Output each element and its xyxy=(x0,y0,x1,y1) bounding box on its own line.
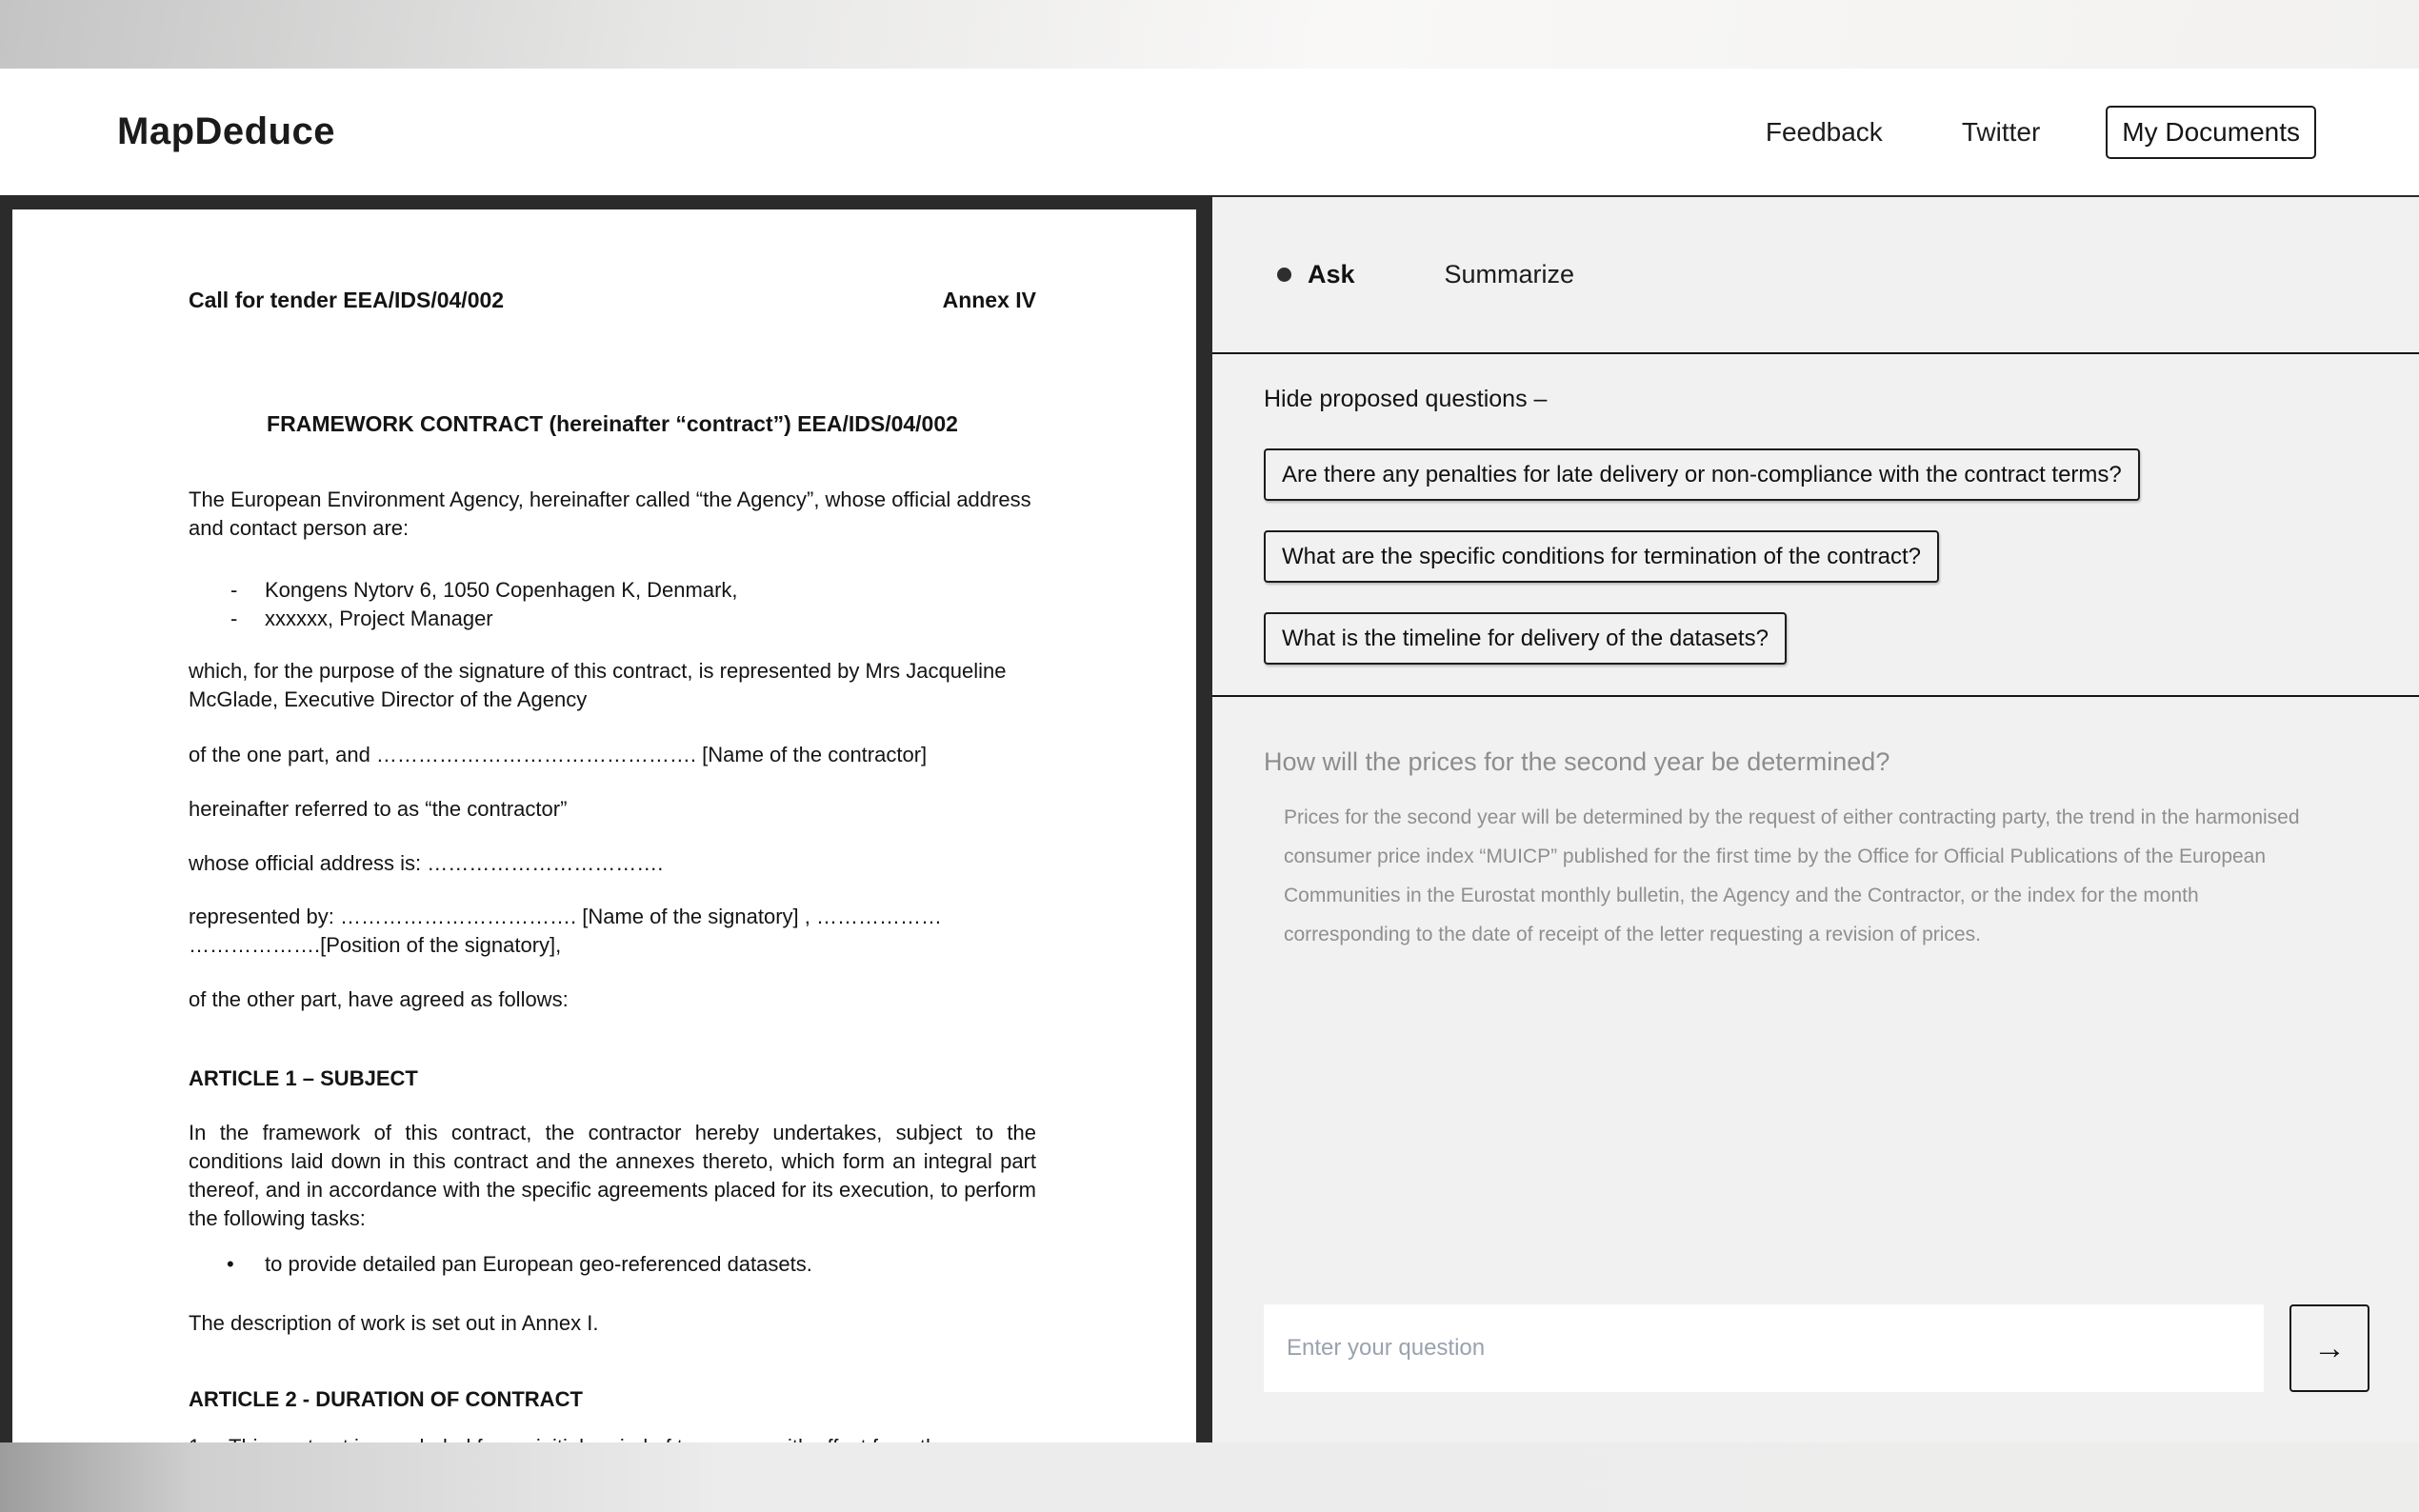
proposed-question-button[interactable]: What are the specific conditions for termination of the contract? xyxy=(1264,530,1939,583)
dash-marker: - xyxy=(230,607,238,630)
tab-summarize[interactable]: Summarize xyxy=(1444,260,1575,288)
document-viewer-frame xyxy=(0,195,1212,1512)
paragraph-article-1-body: In the framework of this contract, the contractor hereby undertakes, subject to the conditions laid down in this contract and the annexes thereto, which form an integral part thereof, and in accordance with the specific agreements placed for its execution, to perform the following tasks: xyxy=(189,1121,1036,1230)
arrow-right-icon: → xyxy=(2313,1329,2346,1366)
submit-question-button[interactable] xyxy=(2289,1304,2369,1392)
list-item xyxy=(230,605,1036,633)
top-nav xyxy=(1766,106,2316,159)
paragraph-description: The description of work is set out in Annex I. xyxy=(189,1311,599,1335)
hide-proposed-questions-toggle[interactable]: Hide proposed questions – xyxy=(1264,386,1548,412)
paragraph-represented-by xyxy=(189,903,1036,960)
bottom-gradient-strip xyxy=(0,1442,2419,1512)
question-input-row xyxy=(1264,1304,2369,1392)
proposed-questions-section xyxy=(1212,354,2419,697)
paragraph-official-address: whose official address is: ……………………………. xyxy=(189,851,664,875)
bullet-item xyxy=(227,1250,1036,1279)
article-2-heading: ARTICLE 2 - DURATION OF CONTRACT xyxy=(189,1387,583,1411)
proposed-question-button[interactable]: What is the timeline for delivery of the datasets? xyxy=(1264,612,1787,665)
represented-line-1: represented by: ……………………………. [Name of the signatory] , ……………… xyxy=(189,905,942,928)
document-header-left: Call for tender EEA/IDS/04/002 xyxy=(189,288,505,312)
logo[interactable]: MapDeduce xyxy=(117,110,335,152)
paragraph-hereinafter: hereinafter referred to as “the contractor” xyxy=(189,797,568,821)
address-line: xxxxxx, Project Manager xyxy=(265,607,493,630)
list-item xyxy=(230,576,1036,605)
nav-twitter-link[interactable]: Twitter xyxy=(1961,116,2041,147)
top-gradient-strip xyxy=(0,0,2419,69)
document-header-row xyxy=(189,286,1036,314)
active-tab-dot-icon xyxy=(1277,268,1291,282)
document-header-right: Annex IV xyxy=(942,288,1036,312)
answer-section xyxy=(1212,697,2419,954)
tab-bar xyxy=(1212,197,2419,354)
address-line: Kongens Nytorv 6, 1050 Copenhagen K, Denmark, xyxy=(265,578,738,602)
paragraph-other-part: of the other part, have agreed as follows: xyxy=(189,987,569,1011)
my-documents-button[interactable]: My Documents xyxy=(2106,106,2316,159)
document-page[interactable] xyxy=(12,209,1196,1512)
paragraph-one-part: of the one part, and ………………………………………. [Name of the contractor] xyxy=(189,743,928,766)
proposed-question-list xyxy=(1264,413,2381,665)
app-header xyxy=(0,69,2419,195)
address-list xyxy=(189,576,1036,633)
document-content xyxy=(12,209,1196,1462)
tab-ask[interactable] xyxy=(1277,260,1355,289)
paragraph-agency: The European Environment Agency, hereinafter called “the Agency”, whose official address and contact person are: xyxy=(189,487,1031,540)
bullet-marker: • xyxy=(227,1252,234,1276)
proposed-question-button[interactable]: Are there any penalties for late delivery or non-compliance with the contract terms? xyxy=(1264,448,2140,501)
represented-line-2: ……………….[Position of the signatory], xyxy=(189,933,562,957)
contract-title: FRAMEWORK CONTRACT (hereinafter “contract”) EEA/IDS/04/002 xyxy=(267,411,958,436)
paragraph-representation: which, for the purpose of the signature of this contract, is represented by Mrs Jacqueline McGlade, Executive Director of the Agency xyxy=(189,659,1007,711)
bullet-text: to provide detailed pan European geo-referenced datasets. xyxy=(265,1252,812,1276)
nav-feedback-link[interactable]: Feedback xyxy=(1765,116,1883,147)
tab-ask-label: Ask xyxy=(1308,260,1355,288)
asked-question-title: How will the prices for the second year be determined? xyxy=(1264,747,1890,776)
question-input[interactable] xyxy=(1264,1304,2264,1392)
dash-marker: - xyxy=(230,578,238,602)
article-1-heading: ARTICLE 1 – SUBJECT xyxy=(189,1066,418,1090)
qa-panel xyxy=(1212,195,2419,1512)
answer-text: Prices for the second year will be determined by the request of either contracting party, the trend in the harmonised consumer price index “MUICP” published for the first time by the Office for Official Publications of the European Communities in the Eurostat monthly bulletin, the Agency and the Contractor, or the index for the month corresponding to the date of receipt of the letter requesting a revision of prices. xyxy=(1284,806,2300,945)
